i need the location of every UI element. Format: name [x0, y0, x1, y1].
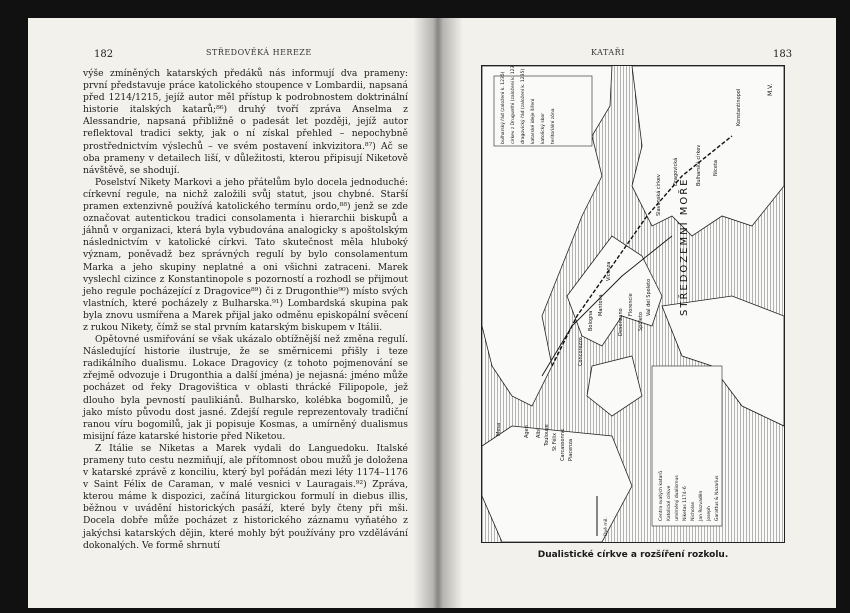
legend-entry: umírněný dualismus [675, 475, 680, 521]
running-head-right: KATAŘI [591, 48, 625, 57]
legend-entry: Jan Rozvaděn [699, 490, 704, 521]
place-label: Vicenza [606, 261, 612, 281]
place-label: Piacenza [568, 438, 574, 461]
place-label: Bologna [588, 310, 594, 331]
place-label: St Félix [552, 432, 558, 451]
legend-entry: Centra svatých katarů [659, 470, 664, 521]
legend-entry: katarské ideje šíření [531, 98, 536, 144]
place-label: Mantova [598, 294, 604, 316]
legend-entry: Joseph [707, 506, 712, 521]
place-label: Dragovická [673, 157, 679, 186]
place-label: Agen [524, 425, 530, 438]
legend-entry: teritoriální zóna [551, 108, 556, 144]
place-label: Florencie [628, 293, 634, 316]
place-label: Konstantinopol [736, 88, 742, 126]
place-label: Slavonská církev [656, 174, 662, 216]
right-page [433, 18, 836, 608]
legend-entry: dragovický řád (založení k. 1235) [521, 68, 526, 144]
sea-label: STŘEDOZEMNÍ MOŘE [679, 177, 690, 316]
place-label: Toulouse [544, 424, 550, 446]
paragraph: výše zmíněných katarských předáků nás informují dva prameny: první představuje práce katolického stoupence v Lombardii, napsaná před 1214/1215, jejíž autor měl přístup k podrobnostem doktrinální historie italských katarů;⁸⁶) druhý tvoří zpráva Anselma z Alessandrie, napsaná přibližně o padesát let později, jejíž autor reflektoval tradici sekty, jak o ní získal přehled – nepochybně prostřednictvím výslechů – ve svém postavení inkvizitora.⁸⁷) Ač se oba prameny v detailech liší, v důležitosti, kterou připisují Niketově návštěvě, se shodují. [83, 68, 408, 176]
paragraph: Z Itálie se Niketas a Marek vydali do Languedoku. Italské prameny tuto cestu nezmiňují, ale přítomnost obou mužů je doložena v katarské zprávě z konciliu, který byl pořádán mezi léty 1174–1176 v Saint Félix de Caraman, v malé vesnici v Lauragais.⁹²) Zpráva, kterou máme k dispozici, začíná liturgickou formulí in diebus illis, běžnou v uvádění historických pasáží, které byly čteny při mši. Docela dobře může pocházet z historického záznamu vyňatého z jakýchsi katarských dějin, které mohly být používány pro vzdělávání dokonalých. Ve formě shrnutí [83, 442, 408, 551]
legend-entry: Garattus & Nazarius [715, 475, 720, 521]
map-figure [481, 65, 785, 543]
book-spread [28, 18, 836, 608]
figure-caption: Dualistické církve a rozšíření rozkolu. [537, 550, 729, 560]
running-head-left: STŘEDOVĚKÁ HEREZE [206, 48, 312, 57]
paragraph: Poselství Nikety Markovi a jeho přátelům bylo docela jednoduché: církevní regule, na nichž založili svůj statut, jsou chybné. Starší pramen extenzivně používá katolického termínu ordo,⁸⁸) jenž se zde označovat autentickou tradici consolamenta i hierarchii biskupů a jáhnů v organizaci, která byla vybudována analogicky s apoštolským následnictvím v katolické církvi. Tato skutečnost měla hluboký význam, poněvadž bez správných regulí by bylo consolamentum Marka a jeho skupiny neplatné a oni všichni zatraceni. Marek vyslechl cizince z Konstantinopole s pozorností a rozhodl se přijmout jeho regule pocházející z Dragovice⁸⁹) či z Drugonthie⁹⁰) místo svých vlastních, které pocházely z Bulharska.⁹¹) Lombardská skupina pak byla znovu usmířena a Marek přijal jako odměnu episkopální svěcení z rukou Nikety, čímž se stal prvním katarským biskupem v Itálii. [83, 176, 408, 333]
paragraph: Opětovné usmiřování se však ukázalo obtížnější než změna regulí. Následující historie ilustruje, že se směrnicemi přišly i teze radikálního dualismu. Lokace Dragovicy (z tohoto pojmenování se zřejmě odvozuje i Drugonthia a další jména) je nejasná: jméno může pocházet od řeky Dragovištica v oblasti thrácké Filipopole, jež dlouho byla pevností paulikiánů. Bulharsko, kolébka bogomilů, je jako místo původu dost jasné. Zdejší regule reprezentovaly tradiční ranou víru bogomilů, jak ji popisuje Kosmas, a umírněný dualismus misijní fáze katarské historie před Niketou. [83, 334, 408, 442]
page-number-right: 183 [773, 49, 793, 60]
place-label: Mesa [496, 422, 502, 436]
legend-entry: Katolické církve [667, 485, 672, 521]
legend-entry: bulharský řád (založení k. 1235) [501, 71, 506, 144]
map-initials: M.V. [767, 83, 774, 96]
place-label: Carcassonne [560, 429, 566, 461]
left-page [28, 18, 433, 608]
place-label: Bulharská církev [696, 144, 702, 186]
legend-entry: církev z Drugunthi (založení k. 1235) [511, 66, 516, 144]
scale-label: Dvě mil. [604, 517, 609, 536]
place-label: Albi [536, 428, 542, 438]
place-label: Niceta [713, 160, 719, 176]
legend-entry: Nicholas [691, 501, 696, 521]
place-label: Desenzano [618, 308, 624, 336]
place-label: Concorezzo [578, 337, 584, 366]
land-north-east [632, 66, 784, 236]
place-label: Spoleto [638, 312, 644, 331]
place-label: Val del Spoleto [646, 278, 652, 316]
body-text [83, 68, 408, 552]
legend-entry: Niketas 1174–6 [683, 486, 688, 521]
legend-entry: katolický sbor [541, 112, 546, 144]
page-number-left: 182 [94, 49, 114, 60]
map-drawing [482, 66, 784, 542]
